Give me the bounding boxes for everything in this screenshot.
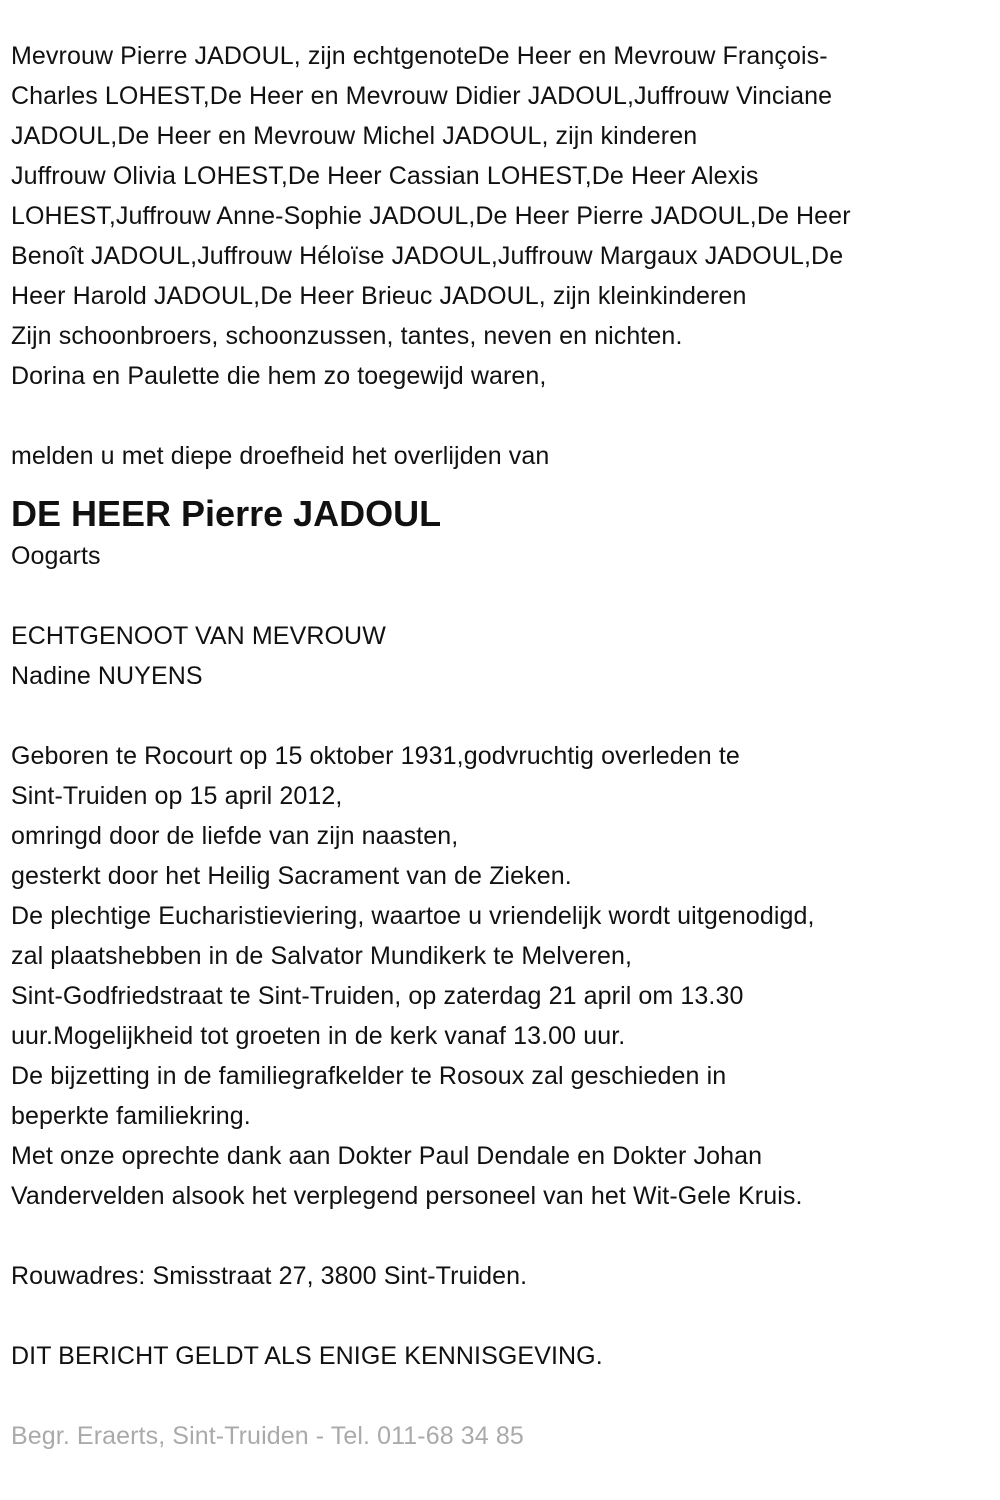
family-line: Charles LOHEST,De Heer en Mevrouw Didier JADOUL,Juffrouw Vinciane xyxy=(11,82,833,110)
spacer xyxy=(11,396,990,436)
deceased-name: DE HEER Pierre JADOUL xyxy=(11,493,442,534)
family-line: Mevrouw Pierre JADOUL, zijn echtgenoteDe Heer en Mevrouw François- xyxy=(11,42,828,70)
details-line: zal plaatshebben in de Salvator Mundikerk te Melveren, xyxy=(11,942,633,970)
spouse-label: ECHTGENOOT VAN MEVROUW xyxy=(11,622,386,650)
notice-text: DIT BERICHT GELDT ALS ENIGE KENNISGEVING. xyxy=(11,1342,603,1370)
details-line: Met onze oprechte dank aan Dokter Paul Dendale en Dokter Johan xyxy=(11,1142,763,1170)
spouse-name: Nadine NUYENS xyxy=(11,662,203,690)
details-line: uur.Mogelijkheid tot groeten in de kerk vanaf 13.00 uur. xyxy=(11,1022,626,1050)
details-line: omringd door de liefde van zijn naasten, xyxy=(11,822,459,850)
spacer xyxy=(11,576,990,616)
details-line: De plechtige Eucharistieviering, waartoe u vriendelijk wordt uitgenodigd, xyxy=(11,902,815,930)
details-line: Vandervelden alsook het verplegend personeel van het Wit-Gele Kruis. xyxy=(11,1182,803,1210)
details-section xyxy=(11,736,990,1216)
announcement-text: melden u met diepe droefheid het overlijden van xyxy=(11,442,550,470)
details-line: beperkte familiekring. xyxy=(11,1102,251,1130)
family-line: Benoît JADOUL,Juffrouw Héloïse JADOUL,Juffrouw Margaux JADOUL,De xyxy=(11,242,844,270)
family-line: Juffrouw Olivia LOHEST,De Heer Cassian LOHEST,De Heer Alexis xyxy=(11,162,759,190)
spacer xyxy=(11,1216,990,1256)
family-line: Heer Harold JADOUL,De Heer Brieuc JADOUL, zijn kleinkinderen xyxy=(11,282,747,310)
details-line: gesterkt door het Heilig Sacrament van de Zieken. xyxy=(11,862,572,890)
details-line: Geboren te Rocourt op 15 oktober 1931,godvruchtig overleden te xyxy=(11,742,740,770)
family-section xyxy=(11,36,990,396)
details-line: Sint-Godfriedstraat te Sint-Truiden, op zaterdag 21 april om 13.30 xyxy=(11,982,744,1010)
spacer xyxy=(11,1376,990,1416)
family-line: JADOUL,De Heer en Mevrouw Michel JADOUL, zijn kinderen xyxy=(11,122,698,150)
family-line: Zijn schoonbroers, schoonzussen, tantes, neven en nichten. xyxy=(11,322,683,350)
family-line: LOHEST,Juffrouw Anne-Sophie JADOUL,De Heer Pierre JADOUL,De Heer xyxy=(11,202,851,230)
funeral-director-footer: Begr. Eraerts, Sint-Truiden - Tel. 011-68 34 85 xyxy=(11,1422,524,1450)
spacer xyxy=(11,1296,990,1336)
spacer xyxy=(11,696,990,736)
details-line: De bijzetting in de familiegrafkelder te Rosoux zal geschieden in xyxy=(11,1062,727,1090)
mourning-address: Rouwadres: Smisstraat 27, 3800 Sint-Truiden. xyxy=(11,1262,528,1290)
details-line: Sint-Truiden op 15 april 2012, xyxy=(11,782,343,810)
deceased-profession: Oogarts xyxy=(11,542,101,570)
family-line: Dorina en Paulette die hem zo toegewijd waren, xyxy=(11,362,547,390)
